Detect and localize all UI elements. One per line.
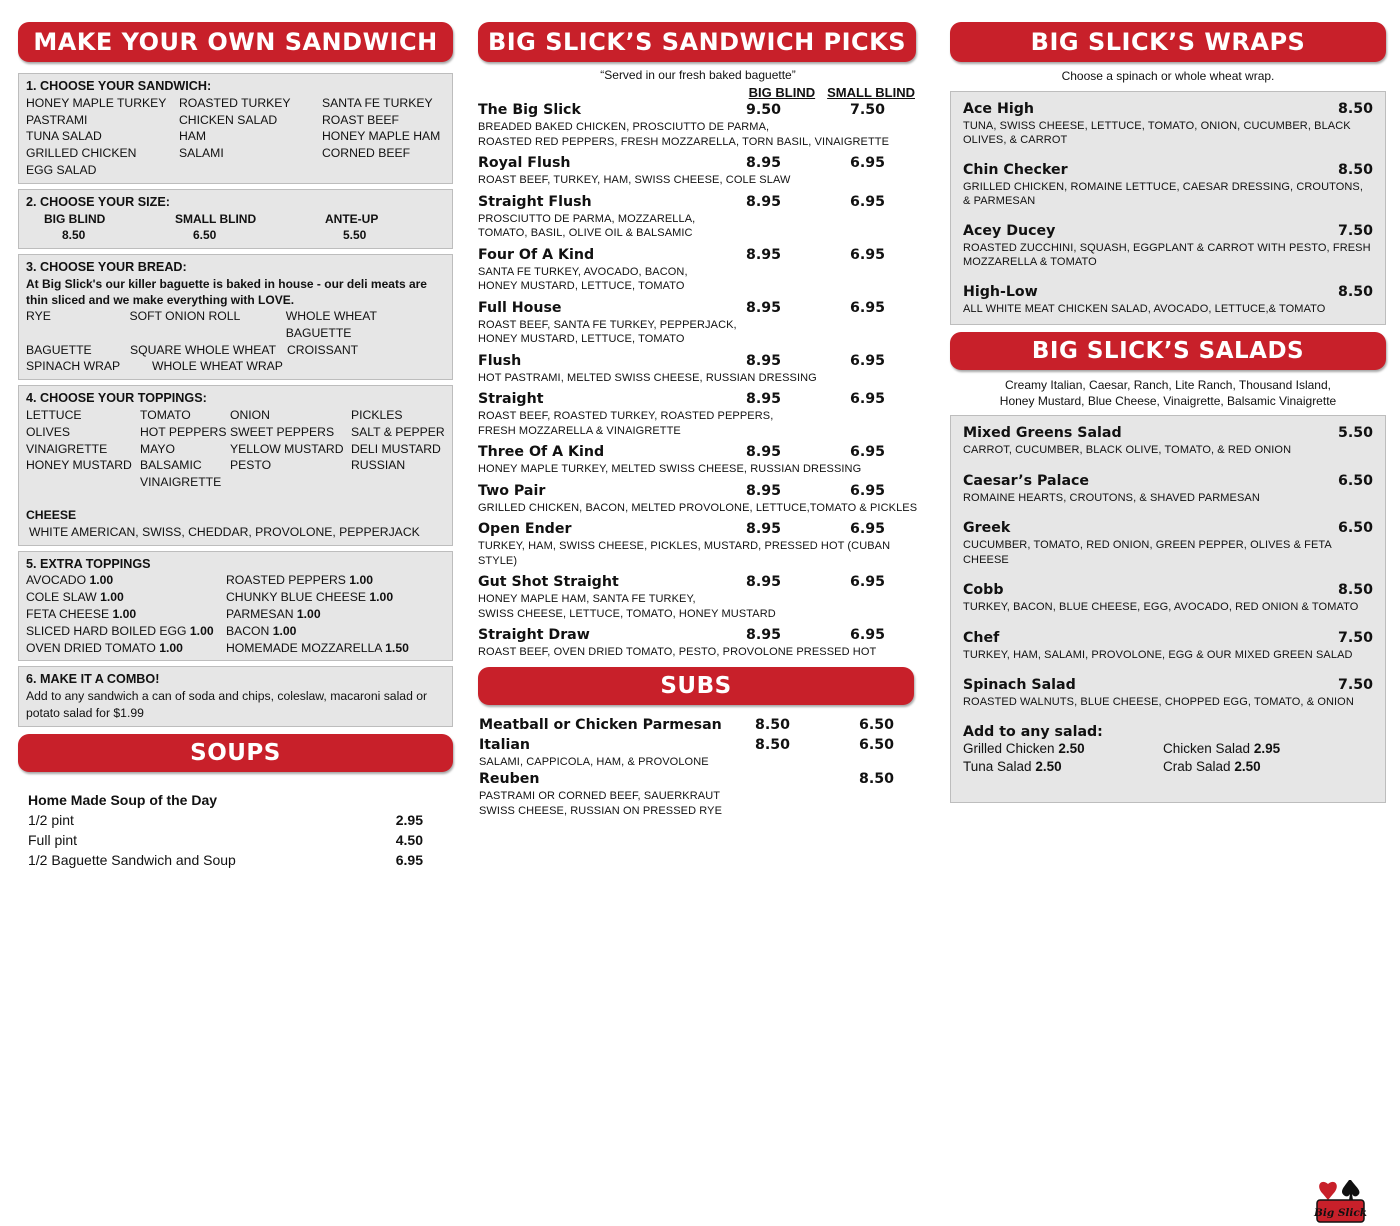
salad-item [963, 629, 1373, 663]
bread-description: At Big Slick's our killer baguette is baked in house - our deli meats are thin sliced and we make everything with LOVE. [26, 276, 427, 307]
pick-big-price: 8.95 [746, 444, 782, 460]
topping-option: ONION [230, 407, 270, 422]
pick-name: Straight Draw [478, 627, 590, 643]
salad-add-on [1163, 758, 1373, 776]
pick-header [478, 442, 918, 462]
topping-option: RUSSIAN [351, 458, 406, 473]
extra-topping-price: 1.00 [189, 623, 214, 638]
pick-small-price: 6.95 [850, 246, 886, 263]
sandwich-pick [478, 245, 918, 294]
pick-name: Four Of A Kind [478, 246, 595, 263]
step1-box [18, 73, 453, 184]
sandwich-pick [478, 389, 918, 438]
dressing-options [950, 378, 1386, 409]
extra-topping-price: 1.00 [296, 606, 321, 621]
add-on-price: 2.50 [1058, 740, 1085, 756]
pick-name: Royal Flush [478, 155, 571, 171]
pick-name: Two Pair [478, 482, 546, 499]
dressing-line: Creamy Italian, Caesar, Ranch, Lite Ranch, Thousand Island, [1005, 378, 1331, 392]
soup-list [28, 810, 443, 870]
salad-add-ons [963, 740, 1373, 776]
salad-header [963, 424, 1373, 443]
soup-price: 2.95 [395, 811, 423, 828]
salad-add-on [963, 758, 1163, 776]
add-on-price: 2.95 [1253, 740, 1281, 756]
pick-description: TOMATO, BASIL, OLIVE OIL & BALSAMIC [478, 227, 693, 239]
pick-header [478, 625, 918, 645]
wrap-name: High-Low [963, 283, 1038, 300]
sandwich-pick [478, 625, 918, 660]
combo-description: Add to any sandwich a can of soda and chips, coleslaw, macaroni salad or potato salad for $1.99 [26, 689, 428, 720]
salad-description: ROMAINE HEARTS, CROUTONS, & SHAVED PARMESAN [963, 491, 1260, 504]
pick-small-price: 7.50 [850, 102, 886, 118]
sandwich-pick [478, 298, 918, 347]
extra-topping-name: AVOCADO [26, 573, 87, 588]
pick-name: Full House [478, 299, 562, 316]
extra-topping-name: OVEN DRIED TOMATO [26, 640, 156, 655]
cheese-options: WHITE AMERICAN, SWISS, CHEDDAR, PROVOLONE, PEPPERJACK [29, 524, 420, 539]
salad-name: Mixed Greens Salad [963, 425, 1122, 441]
salad-add-on [1163, 740, 1373, 758]
sandwich-pick [478, 442, 918, 477]
salad-add-on [963, 740, 1163, 758]
soups-section [18, 780, 453, 870]
wrap-name: Chin Checker [963, 161, 1068, 178]
pick-description: PROSCIUTTO DE PARMA, MOZZARELLA, [478, 212, 696, 225]
big-slick-logo [1313, 1176, 1368, 1226]
extra-topping-price: 1.50 [385, 640, 409, 655]
step5-title: 5. EXTRA TOPPINGS [26, 556, 151, 571]
step3-title: 3. CHOOSE YOUR BREAD: [26, 260, 187, 275]
wrap-item [963, 161, 1373, 209]
pick-description: FRESH MOZZARELLA & VINAIGRETTE [478, 424, 681, 437]
wrap-name: Ace High [963, 100, 1034, 117]
pick-big-price: 8.95 [746, 574, 782, 590]
extra-topping-name: SLICED HARD BOILED EGG [26, 623, 187, 638]
pick-header [478, 298, 918, 318]
pick-header [478, 153, 918, 173]
extra-topping-item [226, 606, 445, 623]
logo-text: Big Slick [1313, 1207, 1368, 1219]
soup-price: 6.95 [395, 851, 423, 868]
pick-small-price: 6.95 [850, 521, 886, 537]
sub-name: Meatball or Chicken Parmesan [479, 716, 722, 733]
sub-big-price: 8.50 [755, 716, 791, 733]
sub-small-price: 6.50 [859, 716, 895, 733]
wrap-note: Choose a spinach or whole wheat wrap. [1061, 69, 1275, 83]
wrap-item [963, 100, 1373, 148]
soup-name: 1/2 Baguette Sandwich and Soup [28, 851, 236, 868]
pick-big-price: 8.95 [746, 521, 782, 537]
soup-name: Full pint [28, 831, 78, 848]
pick-description: HONEY MUSTARD, LETTUCE, TOMATO [478, 333, 685, 345]
topping-option: MAYO [140, 441, 175, 456]
make-your-own-column [18, 22, 453, 870]
topping-option: VINAIGRETTE [26, 441, 108, 456]
bread-option: WHOLE WHEAT BAGUETTE [285, 308, 377, 340]
pick-name: Straight Flush [478, 193, 592, 210]
size-ante-label: ANTE-UP [325, 211, 379, 226]
sub-small-price: 6.50 [859, 736, 895, 753]
topping-options [26, 407, 445, 491]
salad-header [963, 676, 1373, 695]
sub-description: PASTRAMI OR CORNED BEEF, SAUERKRAUT [479, 790, 721, 802]
pick-small-price: 6.95 [850, 574, 886, 590]
size-big-label: BIG BLIND [44, 211, 106, 226]
salads-box [950, 415, 1386, 1219]
salad-name: Chef [963, 629, 1000, 646]
wrap-item [963, 222, 1373, 270]
sub-big-price: 8.50 [755, 736, 791, 753]
pick-header [478, 245, 918, 265]
sandwich-options [26, 95, 445, 179]
topping-option: HOT PEPPERS [140, 424, 227, 439]
size-small-label: SMALL BLIND [175, 211, 257, 226]
soups-banner: SOUPS [18, 734, 453, 772]
salad-name: Cobb [963, 582, 1004, 598]
sandwich-option: HONEY MAPLE TURKEY [26, 95, 167, 110]
pick-description: HONEY MUSTARD, LETTUCE, TOMATO [478, 280, 685, 292]
add-on-name: Grilled Chicken [963, 740, 1055, 756]
extra-topping-price: 1.00 [349, 573, 374, 588]
pick-small-price: 6.95 [850, 444, 886, 460]
pick-small-price: 6.95 [850, 155, 886, 171]
bread-option: SPINACH WRAP [26, 359, 121, 374]
size-ante-price: 5.50 [343, 228, 367, 243]
soup-name: 1/2 pint [28, 811, 74, 828]
salad-header [963, 472, 1373, 491]
pick-description: GRILLED CHICKEN, BACON, MELTED PROVOLONE, LETTUCE,TOMATO & PICKLES [478, 501, 918, 514]
extra-topping-name: HOMEMADE MOZZARELLA [226, 640, 382, 655]
size-options [26, 211, 445, 245]
sandwich-pick [478, 192, 918, 241]
sandwich-picks-banner: BIG SLICK’S SANDWICH PICKS [478, 22, 916, 62]
extra-topping-name: FETA CHEESE [26, 606, 110, 621]
sandwich-option: CHICKEN SALAD [179, 112, 278, 127]
extra-topping-options [26, 572, 445, 656]
wrap-price: 8.50 [1337, 161, 1373, 178]
salad-price: 6.50 [1337, 520, 1373, 536]
step2-box [18, 189, 453, 249]
sandwich-pick [478, 100, 918, 149]
extra-topping-item [226, 623, 445, 640]
sub-item [479, 769, 915, 818]
sub-header [479, 735, 915, 755]
extra-topping-item [26, 640, 226, 657]
pick-big-price: 8.95 [746, 391, 782, 407]
pick-description: HONEY MAPLE HAM, SANTA FE TURKEY, [478, 593, 696, 605]
picks-column [478, 22, 918, 818]
salad-item [963, 424, 1373, 458]
sandwich-option: ROAST BEEF [322, 112, 399, 127]
sandwich-option: ROASTED TURKEY [179, 95, 291, 110]
sub-header [479, 715, 915, 735]
pick-description: ROAST BEEF, TURKEY, HAM, SWISS CHEESE, COLE SLAW [478, 174, 791, 186]
sub-name: Reuben [479, 771, 540, 787]
sandwich-option: TUNA SALAD [26, 129, 102, 144]
wrap-price: 8.50 [1337, 283, 1373, 300]
topping-option: LETTUCE [26, 407, 82, 422]
pick-description: ROAST BEEF, ROASTED TURKEY, ROASTED PEPPERS, [478, 410, 774, 422]
pick-small-price: 6.95 [850, 627, 886, 643]
wrap-price: 8.50 [1337, 100, 1373, 117]
small-blind-header: SMALL BLIND [827, 85, 915, 100]
wrap-header [963, 161, 1373, 180]
extra-topping-item [226, 589, 445, 606]
pick-description: ROASTED RED PEPPERS, FRESH MOZZARELLA, TORN BASIL, VINAIGRETTE [478, 135, 890, 148]
topping-option: OLIVES [26, 424, 71, 439]
wrap-header [963, 100, 1373, 119]
salad-description: CUCUMBER, TOMATO, RED ONION, GREEN PEPPER, OLIVES & FETA CHEESE [963, 539, 1332, 566]
extra-topping-price: 1.00 [159, 640, 183, 655]
bread-option: RYE [26, 308, 51, 323]
pick-description: HOT PASTRAMI, MELTED SWISS CHEESE, RUSSIAN DRESSING [478, 371, 817, 384]
wrap-header [963, 222, 1373, 241]
sandwich-pick [478, 481, 918, 516]
extra-topping-name: PARMESAN [226, 606, 294, 621]
salad-description: CARROT, CUCUMBER, BLACK OLIVE, TOMATO, & RED ONION [963, 444, 1292, 456]
extra-topping-item [226, 572, 445, 589]
sandwich-option: HONEY MAPLE HAM [322, 129, 441, 144]
step5-box [18, 551, 453, 662]
pick-header [478, 389, 918, 409]
salad-price: 7.50 [1337, 629, 1373, 646]
pick-header [478, 481, 918, 501]
sandwich-option: SALAMI [179, 146, 224, 161]
soup-row [28, 830, 443, 850]
wrap-description: TUNA, SWISS CHEESE, LETTUCE, TOMATO, ONION, CUCUMBER, BLACK OLIVES, & CARROT [963, 119, 1351, 146]
pick-header [478, 100, 918, 120]
salad-item [963, 519, 1373, 567]
add-on-price: 2.50 [1035, 758, 1062, 774]
add-on-name: Crab Salad [1163, 758, 1231, 774]
wraps-salads-column [950, 22, 1386, 1219]
wrap-name: Acey Ducey [963, 222, 1056, 239]
topping-option: HONEY MUSTARD [26, 458, 132, 473]
soup-heading: Home Made Soup of the Day [28, 791, 218, 808]
pick-header [478, 519, 918, 539]
wraps-banner: BIG SLICK’S WRAPS [950, 22, 1386, 62]
topping-option: TOMATO [140, 407, 191, 422]
sub-description: SALAMI, CAPPICOLA, HAM, & PROVOLONE [479, 755, 709, 768]
sub-item [479, 735, 915, 770]
pick-description: TURKEY, HAM, SWISS CHEESE, PICKLES, MUSTARD, PRESSED HOT (CUBAN STYLE) [478, 540, 891, 567]
extra-topping-item [26, 589, 226, 606]
step3-box [18, 254, 453, 380]
subs-banner: SUBS [478, 667, 914, 705]
heart-shape [1319, 1182, 1337, 1200]
sandwich-pick [478, 153, 918, 188]
salad-item [963, 676, 1373, 710]
pick-header [478, 572, 918, 592]
sub-item [479, 715, 915, 735]
salad-description: ROASTED WALNUTS, BLUE CHEESE, CHOPPED EGG, TOMATO, & ONION [963, 696, 1354, 708]
wrap-item [963, 283, 1373, 317]
pick-header [478, 351, 918, 371]
bread-option: BAGUETTE [26, 342, 92, 357]
step4-title: 4. CHOOSE YOUR TOPPINGS: [26, 391, 207, 406]
extra-topping-item [26, 623, 226, 640]
pick-description: ROAST BEEF, SANTA FE TURKEY, PEPPERJACK, [478, 318, 737, 331]
salad-description: TURKEY, BACON, BLUE CHEESE, EGG, AVOCADO, RED ONION & TOMATO [963, 601, 1359, 613]
pick-big-price: 8.95 [746, 193, 782, 210]
topping-option: PICKLES [351, 407, 403, 422]
extra-topping-price: 1.00 [369, 590, 394, 605]
make-your-own-banner: MAKE YOUR OWN SANDWICH [18, 22, 453, 62]
bread-option: SOFT ONION ROLL [129, 308, 241, 323]
pick-small-price: 6.95 [850, 299, 886, 316]
size-header [478, 85, 918, 100]
bread-option: SQUARE WHOLE WHEAT [130, 342, 277, 357]
salad-header [963, 519, 1373, 538]
size-small-price: 6.50 [193, 228, 217, 243]
pick-small-price: 6.95 [850, 391, 886, 407]
add-on-price: 2.50 [1234, 758, 1261, 774]
salad-name: Spinach Salad [963, 677, 1076, 693]
salad-description: TURKEY, HAM, SALAMI, PROVOLONE, EGG & OUR MIXED GREEN SALAD [963, 648, 1353, 661]
soup-price: 4.50 [395, 831, 423, 848]
step6-title: 6. MAKE IT A COMBO! [26, 672, 160, 687]
extra-topping-price: 1.00 [272, 623, 297, 638]
extra-topping-name: CHUNKY BLUE CHEESE [226, 590, 366, 605]
pick-big-price: 9.50 [746, 102, 782, 118]
salad-header [963, 629, 1373, 648]
topping-option: SALT & PEPPER [351, 424, 445, 439]
sandwich-pick [478, 519, 918, 568]
add-on-name: Tuna Salad [963, 758, 1032, 774]
pick-big-price: 8.95 [746, 246, 782, 263]
pick-small-price: 6.95 [850, 482, 886, 499]
salad-item [963, 581, 1373, 615]
sub-small-price: 8.50 [859, 771, 895, 787]
bread-row [26, 342, 445, 359]
pick-description: HONEY MAPLE TURKEY, MELTED SWISS CHEESE, RUSSIAN DRESSING [478, 463, 862, 475]
step6-box [18, 666, 453, 726]
pick-name: The Big Slick [478, 102, 581, 118]
wrap-description: ALL WHITE MEAT CHICKEN SALAD, AVOCADO, LETTUCE,& TOMATO [963, 302, 1326, 315]
wrap-price: 7.50 [1337, 222, 1373, 239]
wrap-description: GRILLED CHICKEN, ROMAINE LETTUCE, CAESAR DRESSING, CROUTONS, & PARMESAN [963, 180, 1364, 207]
topping-option: SWEET PEPPERS [230, 424, 335, 439]
extra-topping-item [26, 606, 226, 623]
baguette-note: “Served in our fresh baked baguette” [600, 68, 796, 82]
size-big-price: 8.50 [62, 228, 86, 243]
sub-big-price [755, 769, 859, 789]
pick-name: Flush [478, 352, 522, 369]
sandwich-pick [478, 572, 918, 621]
sub-header [479, 769, 915, 789]
pick-small-price: 6.95 [850, 193, 886, 210]
sub-description: SWISS CHEESE, RUSSIAN ON PRESSED RYE [479, 804, 723, 817]
pick-description: SANTA FE TURKEY, AVOCADO, BACON, [478, 265, 688, 278]
extra-topping-name: BACON [226, 623, 270, 638]
extra-topping-name: COLE SLAW [26, 590, 97, 605]
pick-description: ROAST BEEF, OVEN DRIED TOMATO, PESTO, PROVOLONE PRESSED HOT [478, 646, 877, 658]
bread-option: CROISSANT [287, 342, 359, 357]
sub-name: Italian [479, 736, 531, 753]
salad-price: 8.50 [1337, 582, 1373, 598]
sandwich-option: GRILLED CHICKEN [26, 146, 137, 161]
sandwich-option: CORNED BEEF [322, 146, 411, 161]
pick-big-price: 8.95 [746, 352, 782, 369]
salad-price: 5.50 [1337, 425, 1373, 441]
bread-row [26, 358, 445, 375]
salad-name: Caesar’s Palace [963, 472, 1090, 489]
sandwich-option: EGG SALAD [26, 162, 97, 177]
salad-price: 7.50 [1337, 677, 1373, 693]
bread-row [26, 308, 445, 342]
sandwich-option: PASTRAMI [26, 112, 88, 127]
salad-item [963, 472, 1373, 506]
wrap-description: ROASTED ZUCCHINI, SQUASH, EGGPLANT & CARROT WITH PESTO, FRESH MOZZARELLA & TOMATO [963, 241, 1371, 268]
extra-topping-price: 1.00 [100, 590, 124, 605]
add-on-name: Chicken Salad [1163, 740, 1251, 756]
sandwich-option: HAM [179, 129, 207, 144]
wraps-list [950, 91, 1386, 326]
salad-header [963, 581, 1373, 600]
topping-option: PESTO [230, 458, 272, 473]
pick-description: BREADED BAKED CHICKEN, PROSCIUTTO DE PARMA, [478, 121, 770, 133]
pick-name: Straight [478, 391, 544, 407]
salad-price: 6.50 [1337, 472, 1373, 489]
pick-big-price: 8.95 [746, 482, 782, 499]
extra-topping-price: 1.00 [89, 573, 114, 588]
pick-big-price: 8.95 [746, 299, 782, 316]
pick-big-price: 8.95 [746, 155, 782, 171]
pick-big-price: 8.95 [746, 627, 782, 643]
step2-title: 2. CHOOSE YOUR SIZE: [26, 194, 170, 209]
pick-name: Open Ender [478, 521, 572, 537]
dressing-line: Honey Mustard, Blue Cheese, Vinaigrette, Balsamic Vinaigrette [999, 393, 1337, 408]
sandwich-pick [478, 351, 918, 386]
step4-box [18, 385, 453, 545]
picks-list [478, 100, 918, 660]
salad-name: Greek [963, 520, 1011, 536]
pick-description: SWISS CHEESE, LETTUCE, TOMATO, HONEY MUSTARD [478, 607, 776, 620]
spade-shape [1342, 1180, 1359, 1200]
extra-topping-name: ROASTED PEPPERS [226, 573, 346, 588]
extra-topping-item [26, 572, 226, 589]
pick-name: Three Of A Kind [478, 444, 605, 460]
soup-row [28, 850, 443, 870]
sandwich-option: SANTA FE TURKEY [322, 95, 433, 110]
subs-list [478, 705, 918, 819]
big-blind-header: BIG BLIND [748, 85, 816, 100]
extra-topping-price: 1.00 [112, 606, 137, 621]
salads-list [963, 424, 1373, 710]
bread-option: WHOLE WHEAT WRAP [152, 359, 283, 374]
cheese-title: CHEESE [26, 507, 77, 522]
soup-row [28, 810, 443, 830]
pick-small-price: 6.95 [850, 352, 886, 369]
add-to-salad-title: Add to any salad: [963, 723, 1103, 740]
pick-name: Gut Shot Straight [478, 574, 619, 590]
step1-title: 1. CHOOSE YOUR SANDWICH: [26, 79, 212, 93]
topping-option: YELLOW MUSTARD [230, 441, 344, 456]
wrap-header [963, 283, 1373, 302]
topping-option: BALSAMIC VINAIGRETTE [140, 458, 222, 490]
topping-option: DELI MUSTARD [351, 441, 441, 456]
extra-topping-item [226, 640, 445, 657]
salads-banner: BIG SLICK’S SALADS [950, 332, 1386, 370]
pick-header [478, 192, 918, 212]
